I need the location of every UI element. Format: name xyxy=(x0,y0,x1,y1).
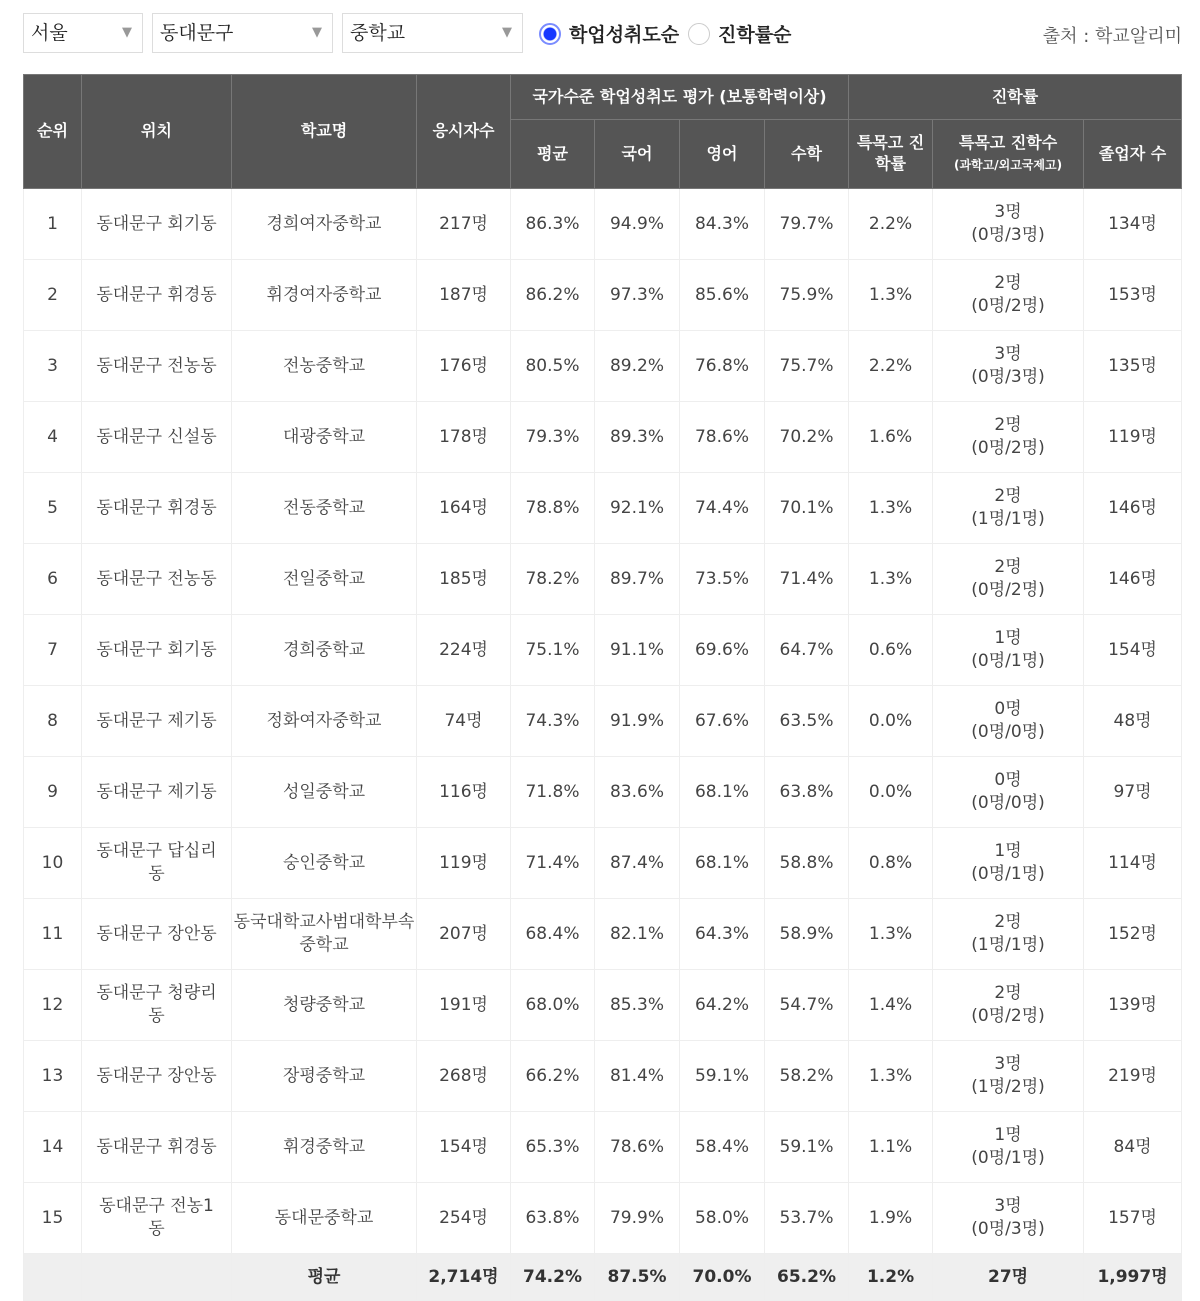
cell-rank: 6 xyxy=(24,544,82,615)
header-rank: 순위 xyxy=(24,75,82,189)
special-breakdown: (1명/1명) xyxy=(971,509,1045,529)
cell-school: 휘경중학교 xyxy=(232,1112,417,1183)
cell-math: 59.1% xyxy=(765,1112,849,1183)
cell-english: 73.5% xyxy=(680,544,765,615)
cell-rank: 8 xyxy=(24,686,82,757)
table-row xyxy=(24,686,1182,757)
cell-math: 54.7% xyxy=(765,970,849,1041)
cell-special-count xyxy=(933,544,1084,615)
cell-examinees: 185명 xyxy=(417,544,511,615)
cell-avg: 75.1% xyxy=(511,615,595,686)
avg-label: 평균 xyxy=(232,1254,417,1301)
cell-rank: 1 xyxy=(24,189,82,260)
cell-examinees: 116명 xyxy=(417,757,511,828)
header-special-count xyxy=(933,120,1084,189)
cell-avg: 80.5% xyxy=(511,331,595,402)
cell-korean: 82.1% xyxy=(595,899,680,970)
cell-school: 숭인중학교 xyxy=(232,828,417,899)
cell-location: 동대문구 회기동 xyxy=(82,615,232,686)
radio-unselected-icon xyxy=(688,23,710,45)
special-count: 3명 xyxy=(994,1196,1022,1217)
cell-special-count xyxy=(933,1112,1084,1183)
cell-school: 전농중학교 xyxy=(232,331,417,402)
special-breakdown: (0명/3명) xyxy=(971,1219,1045,1239)
region-select[interactable] xyxy=(23,13,143,53)
cell-rank: 12 xyxy=(24,970,82,1041)
cell-rank: 7 xyxy=(24,615,82,686)
cell-english: 85.6% xyxy=(680,260,765,331)
cell-location: 동대문구 청량리동 xyxy=(82,970,232,1041)
cell-korean: 87.4% xyxy=(595,828,680,899)
special-breakdown: (0명/1명) xyxy=(971,1148,1045,1168)
cell-graduates: 139명 xyxy=(1084,970,1182,1041)
cell-rank: 11 xyxy=(24,899,82,970)
special-breakdown: (0명/0명) xyxy=(971,793,1045,813)
cell-korean: 89.7% xyxy=(595,544,680,615)
cell-avg: 78.8% xyxy=(511,473,595,544)
cell-korean: 81.4% xyxy=(595,1041,680,1112)
cell-korean: 89.2% xyxy=(595,331,680,402)
avg-empty xyxy=(24,1254,82,1301)
cell-school: 경희중학교 xyxy=(232,615,417,686)
cell-special-count xyxy=(933,686,1084,757)
cell-graduates: 146명 xyxy=(1084,473,1182,544)
cell-school: 장평중학교 xyxy=(232,1041,417,1112)
cell-special-count xyxy=(933,757,1084,828)
cell-avg: 78.2% xyxy=(511,544,595,615)
special-count: 2명 xyxy=(994,486,1022,507)
cell-avg: 68.4% xyxy=(511,899,595,970)
table-row xyxy=(24,899,1182,970)
special-count: 0명 xyxy=(994,699,1022,720)
cell-special-rate: 2.2% xyxy=(849,189,933,260)
table-row xyxy=(24,1041,1182,1112)
cell-graduates: 114명 xyxy=(1084,828,1182,899)
cell-avg: 74.3% xyxy=(511,686,595,757)
cell-graduates: 84명 xyxy=(1084,1112,1182,1183)
cell-special-rate: 2.2% xyxy=(849,331,933,402)
avg-math: 65.2% xyxy=(765,1254,849,1301)
cell-math: 58.8% xyxy=(765,828,849,899)
special-breakdown: (0명/3명) xyxy=(971,225,1045,245)
cell-special-count xyxy=(933,1041,1084,1112)
sort-advancement-label: 진학률순 xyxy=(718,24,792,46)
cell-math: 63.5% xyxy=(765,686,849,757)
cell-examinees: 119명 xyxy=(417,828,511,899)
sort-achievement-label: 학업성취도순 xyxy=(569,24,680,46)
cell-special-rate: 1.3% xyxy=(849,473,933,544)
special-count: 2명 xyxy=(994,983,1022,1004)
cell-special-rate: 1.3% xyxy=(849,1041,933,1112)
cell-avg: 71.8% xyxy=(511,757,595,828)
special-breakdown: (1명/1명) xyxy=(971,935,1045,955)
cell-avg: 65.3% xyxy=(511,1112,595,1183)
cell-rank: 13 xyxy=(24,1041,82,1112)
cell-examinees: 217명 xyxy=(417,189,511,260)
cell-math: 70.2% xyxy=(765,402,849,473)
cell-location: 동대문구 장안동 xyxy=(82,899,232,970)
cell-korean: 78.6% xyxy=(595,1112,680,1183)
cell-avg: 86.3% xyxy=(511,189,595,260)
special-count: 2명 xyxy=(994,557,1022,578)
cell-english: 64.2% xyxy=(680,970,765,1041)
cell-examinees: 176명 xyxy=(417,331,511,402)
special-breakdown: (0명/2명) xyxy=(971,580,1045,600)
cell-special-rate: 1.9% xyxy=(849,1183,933,1254)
cell-school: 전동중학교 xyxy=(232,473,417,544)
header-achievement-group: 국가수준 학업성취도 평가 (보통학력이상) xyxy=(511,75,849,120)
chevron-down-icon: ▼ xyxy=(312,25,322,40)
table-row xyxy=(24,260,1182,331)
header-english: 영어 xyxy=(680,120,765,189)
cell-rank: 4 xyxy=(24,402,82,473)
cell-special-rate: 1.3% xyxy=(849,899,933,970)
school-ranking-table xyxy=(23,74,1182,1301)
cell-examinees: 207명 xyxy=(417,899,511,970)
cell-rank: 2 xyxy=(24,260,82,331)
average-row xyxy=(24,1254,1182,1301)
table-row xyxy=(24,189,1182,260)
cell-special-rate: 0.6% xyxy=(849,615,933,686)
cell-english: 78.6% xyxy=(680,402,765,473)
table-row xyxy=(24,473,1182,544)
table-row xyxy=(24,1112,1182,1183)
source-text: 출처 : 학교알리미 xyxy=(1042,26,1182,47)
avg-empty xyxy=(82,1254,232,1301)
cell-location: 동대문구 휘경동 xyxy=(82,473,232,544)
school-level-select[interactable] xyxy=(342,13,523,53)
special-breakdown: (0명/2명) xyxy=(971,1006,1045,1026)
cell-english: 76.8% xyxy=(680,331,765,402)
cell-graduates: 146명 xyxy=(1084,544,1182,615)
chevron-down-icon: ▼ xyxy=(502,25,512,40)
cell-examinees: 268명 xyxy=(417,1041,511,1112)
cell-location: 동대문구 회기동 xyxy=(82,189,232,260)
cell-examinees: 164명 xyxy=(417,473,511,544)
special-breakdown: (0명/1명) xyxy=(971,864,1045,884)
cell-graduates: 135명 xyxy=(1084,331,1182,402)
cell-special-rate: 1.6% xyxy=(849,402,933,473)
special-count-title: 특목고 진학수 xyxy=(958,133,1058,153)
special-count: 3명 xyxy=(994,344,1022,365)
cell-examinees: 154명 xyxy=(417,1112,511,1183)
header-school: 학교명 xyxy=(232,75,417,189)
cell-rank: 9 xyxy=(24,757,82,828)
cell-graduates: 153명 xyxy=(1084,260,1182,331)
cell-english: 58.4% xyxy=(680,1112,765,1183)
avg-graduates: 1,997명 xyxy=(1084,1254,1182,1301)
table-row xyxy=(24,757,1182,828)
avg-special-count: 27명 xyxy=(933,1254,1084,1301)
cell-location: 동대문구 답십리동 xyxy=(82,828,232,899)
cell-special-count xyxy=(933,473,1084,544)
cell-special-rate: 0.0% xyxy=(849,757,933,828)
header-avg: 평균 xyxy=(511,120,595,189)
cell-location: 동대문구 휘경동 xyxy=(82,1112,232,1183)
avg-special-rate: 1.2% xyxy=(849,1254,933,1301)
cell-special-count xyxy=(933,899,1084,970)
cell-graduates: 119명 xyxy=(1084,402,1182,473)
cell-rank: 15 xyxy=(24,1183,82,1254)
cell-english: 67.6% xyxy=(680,686,765,757)
cell-location: 동대문구 장안동 xyxy=(82,1041,232,1112)
cell-avg: 63.8% xyxy=(511,1183,595,1254)
special-count: 0명 xyxy=(994,770,1022,791)
cell-graduates: 152명 xyxy=(1084,899,1182,970)
table-row xyxy=(24,331,1182,402)
sort-advancement-radio[interactable] xyxy=(688,20,791,47)
special-breakdown: (0명/0명) xyxy=(971,722,1045,742)
avg-avg: 74.2% xyxy=(511,1254,595,1301)
cell-special-count xyxy=(933,615,1084,686)
cell-special-count xyxy=(933,402,1084,473)
special-count-subtitle: (과학고/외고국제고) xyxy=(953,158,1063,172)
special-breakdown: (0명/3명) xyxy=(971,367,1045,387)
cell-special-rate: 1.1% xyxy=(849,1112,933,1183)
cell-special-count xyxy=(933,189,1084,260)
cell-special-rate: 1.3% xyxy=(849,260,933,331)
cell-special-count xyxy=(933,970,1084,1041)
cell-rank: 10 xyxy=(24,828,82,899)
special-breakdown: (0명/1명) xyxy=(971,651,1045,671)
cell-location: 동대문구 전농동 xyxy=(82,331,232,402)
cell-examinees: 187명 xyxy=(417,260,511,331)
cell-math: 63.8% xyxy=(765,757,849,828)
cell-english: 59.1% xyxy=(680,1041,765,1112)
cell-math: 58.9% xyxy=(765,899,849,970)
cell-special-count xyxy=(933,828,1084,899)
cell-examinees: 74명 xyxy=(417,686,511,757)
table-row xyxy=(24,1183,1182,1254)
table-row xyxy=(24,544,1182,615)
cell-school: 전일중학교 xyxy=(232,544,417,615)
cell-avg: 86.2% xyxy=(511,260,595,331)
cell-english: 58.0% xyxy=(680,1183,765,1254)
header-math: 수학 xyxy=(765,120,849,189)
cell-math: 64.7% xyxy=(765,615,849,686)
cell-school: 성일중학교 xyxy=(232,757,417,828)
cell-math: 75.9% xyxy=(765,260,849,331)
cell-korean: 89.3% xyxy=(595,402,680,473)
cell-rank: 5 xyxy=(24,473,82,544)
cell-school: 정화여자중학교 xyxy=(232,686,417,757)
cell-korean: 92.1% xyxy=(595,473,680,544)
cell-special-count xyxy=(933,331,1084,402)
header-advancement-group: 진학률 xyxy=(849,75,1182,120)
cell-math: 70.1% xyxy=(765,473,849,544)
cell-graduates: 48명 xyxy=(1084,686,1182,757)
cell-english: 69.6% xyxy=(680,615,765,686)
special-breakdown: (1명/2명) xyxy=(971,1077,1045,1097)
cell-school: 동대문중학교 xyxy=(232,1183,417,1254)
special-count: 2명 xyxy=(994,273,1022,294)
cell-korean: 94.9% xyxy=(595,189,680,260)
table-row xyxy=(24,615,1182,686)
special-breakdown: (0명/2명) xyxy=(971,296,1045,316)
cell-examinees: 254명 xyxy=(417,1183,511,1254)
cell-avg: 71.4% xyxy=(511,828,595,899)
cell-korean: 85.3% xyxy=(595,970,680,1041)
cell-location: 동대문구 휘경동 xyxy=(82,260,232,331)
cell-avg: 66.2% xyxy=(511,1041,595,1112)
cell-avg: 68.0% xyxy=(511,970,595,1041)
cell-english: 68.1% xyxy=(680,828,765,899)
cell-school: 대광중학교 xyxy=(232,402,417,473)
cell-examinees: 191명 xyxy=(417,970,511,1041)
avg-korean: 87.5% xyxy=(595,1254,680,1301)
cell-korean: 79.9% xyxy=(595,1183,680,1254)
cell-math: 71.4% xyxy=(765,544,849,615)
cell-korean: 83.6% xyxy=(595,757,680,828)
cell-avg: 79.3% xyxy=(511,402,595,473)
cell-special-rate: 0.0% xyxy=(849,686,933,757)
special-count: 3명 xyxy=(994,1054,1022,1075)
header-examinees: 응시자수 xyxy=(417,75,511,189)
cell-rank: 3 xyxy=(24,331,82,402)
avg-english: 70.0% xyxy=(680,1254,765,1301)
cell-korean: 91.9% xyxy=(595,686,680,757)
cell-korean: 97.3% xyxy=(595,260,680,331)
cell-rank: 14 xyxy=(24,1112,82,1183)
cell-english: 74.4% xyxy=(680,473,765,544)
region-value: 서울 xyxy=(31,22,68,44)
cell-location: 동대문구 전농1동 xyxy=(82,1183,232,1254)
cell-school: 경희여자중학교 xyxy=(232,189,417,260)
cell-special-rate: 1.4% xyxy=(849,970,933,1041)
special-count: 2명 xyxy=(994,415,1022,436)
cell-math: 53.7% xyxy=(765,1183,849,1254)
cell-math: 79.7% xyxy=(765,189,849,260)
cell-math: 58.2% xyxy=(765,1041,849,1112)
cell-location: 동대문구 신설동 xyxy=(82,402,232,473)
special-count: 1명 xyxy=(994,1125,1022,1146)
cell-special-rate: 1.3% xyxy=(849,544,933,615)
cell-graduates: 219명 xyxy=(1084,1041,1182,1112)
district-value: 동대문구 xyxy=(160,22,234,44)
cell-english: 68.1% xyxy=(680,757,765,828)
header-graduates: 졸업자 수 xyxy=(1084,120,1182,189)
level-value: 중학교 xyxy=(350,22,406,44)
sort-achievement-radio[interactable] xyxy=(539,20,679,47)
table-row xyxy=(24,828,1182,899)
table-row xyxy=(24,402,1182,473)
cell-examinees: 224명 xyxy=(417,615,511,686)
cell-special-count xyxy=(933,260,1084,331)
special-breakdown: (0명/2명) xyxy=(971,438,1045,458)
cell-location: 동대문구 제기동 xyxy=(82,686,232,757)
avg-examinees: 2,714명 xyxy=(417,1254,511,1301)
cell-school: 청량중학교 xyxy=(232,970,417,1041)
chevron-down-icon: ▼ xyxy=(122,25,132,40)
cell-school: 동국대학교사범대학부속중학교 xyxy=(232,899,417,970)
cell-examinees: 178명 xyxy=(417,402,511,473)
special-count: 3명 xyxy=(994,202,1022,223)
radio-selected-icon xyxy=(539,23,561,45)
cell-location: 동대문구 제기동 xyxy=(82,757,232,828)
cell-english: 84.3% xyxy=(680,189,765,260)
cell-graduates: 157명 xyxy=(1084,1183,1182,1254)
header-special-rate: 특목고 진학률 xyxy=(849,120,933,189)
special-count: 1명 xyxy=(994,841,1022,862)
cell-english: 64.3% xyxy=(680,899,765,970)
header-korean: 국어 xyxy=(595,120,680,189)
special-count: 1명 xyxy=(994,628,1022,649)
cell-graduates: 154명 xyxy=(1084,615,1182,686)
cell-location: 동대문구 전농동 xyxy=(82,544,232,615)
cell-korean: 91.1% xyxy=(595,615,680,686)
cell-graduates: 97명 xyxy=(1084,757,1182,828)
cell-special-rate: 0.8% xyxy=(849,828,933,899)
table-row xyxy=(24,970,1182,1041)
cell-school: 휘경여자중학교 xyxy=(232,260,417,331)
cell-special-count xyxy=(933,1183,1084,1254)
cell-math: 75.7% xyxy=(765,331,849,402)
header-location: 위치 xyxy=(82,75,232,189)
district-select[interactable] xyxy=(152,13,333,53)
special-count: 2명 xyxy=(994,912,1022,933)
cell-graduates: 134명 xyxy=(1084,189,1182,260)
